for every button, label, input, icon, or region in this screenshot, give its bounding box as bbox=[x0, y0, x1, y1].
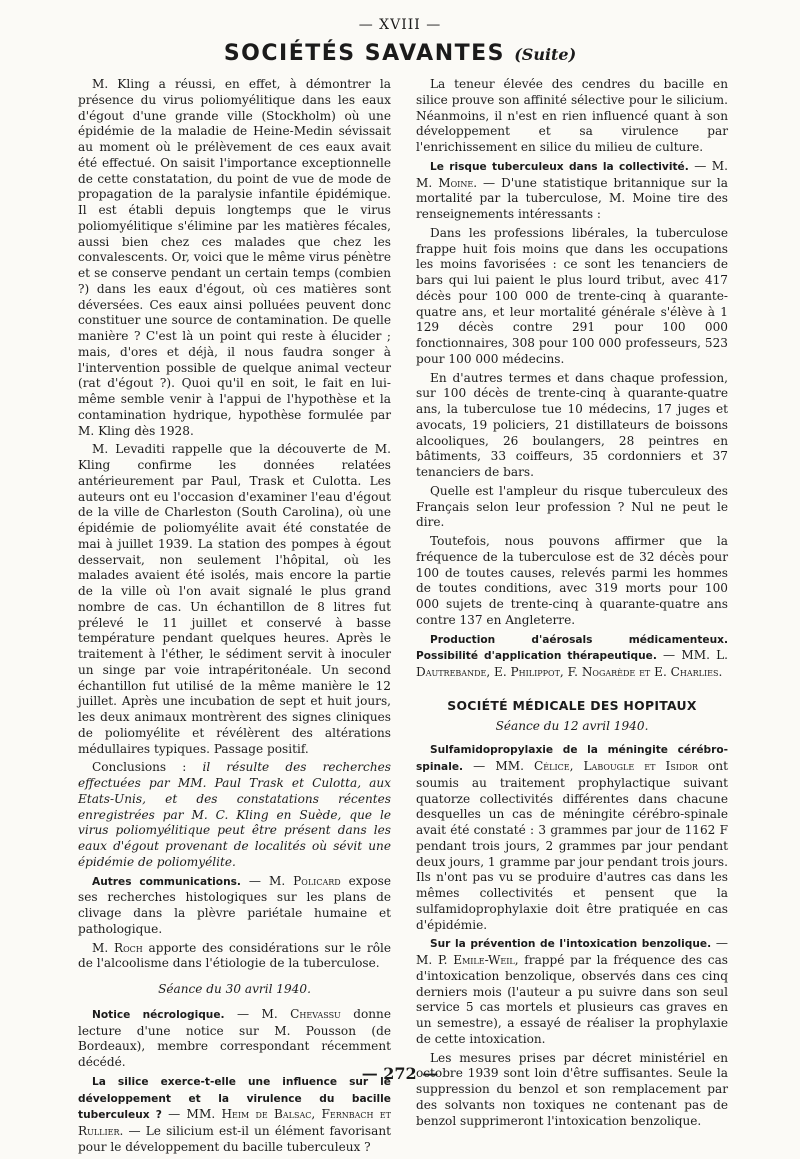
roch-pre: M. bbox=[92, 940, 115, 955]
notice-text: donne lecture d'une notice sur M. Pousson (de Bordeaux), membre correspondant récemment décédé. bbox=[78, 1006, 391, 1069]
benzolique-heading: Sur la prévention de l'intoxication benzolique. bbox=[430, 938, 712, 951]
autres-paragraph bbox=[78, 874, 391, 938]
ampleur-paragraph: Quelle est l'ampleur du risque tuberculeux des Français selon leur profession ? Nul ne peut le dire. bbox=[416, 483, 728, 530]
roch-text: apporte des considérations sur le rôle de l'alcoolisme dans l'étiologie de la tuberculose. bbox=[78, 940, 391, 971]
author-chevassu: Chevassu bbox=[290, 1006, 341, 1021]
sulfamido-paragraph bbox=[416, 742, 728, 933]
authors-heim-fernbach-rullier: Heim de Balsac, Fernbach et Rullier bbox=[78, 1107, 391, 1138]
risque-text: . — D'une statistique britannique sur la mortalité par la tuberculose, M. Moine tire des renseignements intéressants : bbox=[416, 175, 728, 221]
risque-paragraph bbox=[416, 159, 728, 223]
conclusions-text: il résulte des recherches effectuées par MM. Paul Trask et Culotta, aux Etats-Unis, et des constatations récentes enregistrées par M. C. Kling en Suède, que le virus poliomyélitique peut être présent dans les eaux d'égout provenant de localités où sévit une épidémie de poliomyélite. bbox=[78, 760, 391, 869]
aerosals-sep: — MM. bbox=[656, 648, 717, 663]
autres-termes-paragraph: En d'autres termes et dans chaque profession, sur 100 décès de trente-cinq à quarante-quatre ans, la tuberculose tue 10 médecins, 17 juges et avocats, 19 policiers, 21 distillateurs de boissons alcooliques, 26 boulangers, 28 peintres en bâtiments, 33 coiffeurs, 35 cordonniers et 37 tenanciers de bars. bbox=[416, 370, 728, 479]
autres-sep: — M. bbox=[240, 873, 294, 888]
author-roch: Roch bbox=[114, 940, 143, 955]
conclusions-paragraph bbox=[78, 760, 391, 870]
roch-paragraph bbox=[78, 941, 391, 973]
benzolique-paragraph bbox=[416, 936, 728, 1047]
silice-continued-paragraph: La teneur élevée des cendres du bacille en silice prouve son affinité sélective pour le silicium. Néanmoins, il n'est en rien influencé quant à son développement et sa virulence par l'enrichissement en silice du milieu de culture. bbox=[416, 77, 728, 154]
page-title bbox=[0, 41, 800, 66]
mesures-paragraph: Les mesures prises par décret ministériel en octobre 1939 sont loin d'être suffisantes. Seule la suppression du benzol et son remplacement par des solvants non toxiques ne contenant pas de benzol supprimeront l'intoxication benzolique. bbox=[416, 1050, 728, 1128]
sulfamido-sep: — MM. bbox=[463, 759, 535, 773]
autres-heading: Autres communications. bbox=[92, 875, 241, 888]
risque-heading: Le risque tuberculeux dans la collectivité. bbox=[430, 160, 689, 173]
notice-heading: Notice nécrologique. bbox=[92, 1008, 225, 1021]
right-column bbox=[416, 77, 728, 1132]
aerosals-heading: Production d'aérosals médicamenteux. Possibilité d'application thérapeutique. bbox=[416, 633, 728, 663]
title-text: SOCIÉTÉS SAVANTES bbox=[223, 41, 506, 66]
kling-paragraph: M. Kling a réussi, en effet, à démontrer la présence du virus poliomyélitique dans les eaux d'égout d'une grande ville (Stockholm) où une épidémie de la maladie de Heine-Medin sévissait au moment où le prélèvement de ces eaux avait été effectué. On saisit l'importance exceptionnelle de cette constatation, du point de vue de mode de propagation de la paralysie infantile épidémique. Il est établi depuis longtemps que le virus poliomyélitique s'élimine par les matières fécales, aussi bien chez ces malades que chez les convalescents. Or, voici que le même virus pénètre et se conserve pendant un certain temps (combien ?) dans les eaux d'égout, où ces matières sont déversées. Ces eaux ainsi polluées peuvent donc constituer une source de contamination. De quelle manière ? C'est là un point qui reste à élucider ; mais, d'ores et déjà, il nous faudra songer à l'intervention possible de quelque animal vecteur (rat d'égout ?). Quoi qu'il en soit, le fait en lui-même semble venir à l'appui de l'hypothèse et la contamination hydrique, hypothèse formulée par M. Kling dès 1928. bbox=[78, 77, 391, 438]
silice-text: . — Le silicium est-il un élément favorisant pour le développement du bacille tuberculeux ? bbox=[78, 1124, 391, 1154]
toutefois-paragraph: Toutefois, nous pouvons affirmer que la fréquence de la tuberculose est de 32 décès pour 100 de toutes causes, relevés parmi les hommes de toutes conditions, avec 319 morts pour 100 000 sujets de trente-cinq à quarante-quatre ans contre 137 en Angleterre. bbox=[416, 534, 728, 627]
page-number: — 272 — bbox=[361, 1064, 439, 1083]
aerosals-paragraph bbox=[416, 632, 728, 681]
seance-30-avril: Séance du 30 avril 1940. bbox=[158, 982, 311, 996]
autres-text: expose ses recherches histologiques sur les plans de clivage dans la plèvre pariétale humaine et pathologique. bbox=[78, 873, 391, 936]
aerosals-end: . bbox=[718, 665, 723, 679]
levaditi-paragraph: M. Levaditi rappelle que la découverte de M. Kling confirme les données relatées antérieurement par Paul, Trask et Culotta. Les auteurs ont eu l'occasion d'examiner l'eau d'égout de la ville de Charleston (South Carolina), où une épidémie de poliomyélite avait été constatée de mai à juillet 1939. La station des pompes à égout desservait, non seulement l'hôpital, où les malades avaient été isolés, mais encore la partie de la ville où l'on avait signalé le plus grand nombre de cas. Un échantillon de 8 litres fut prélevé le 11 juillet et conservé à basse température pendant quelques heures. Après le traitement à l'éther, le sédiment servit à inoculer un singe par voie intrapéritonéale. Un second échantillon fut utilisé de la même manière le 12 juillet. Après une incubation de sept et huit jours, les deux animaux montrèrent des signes cliniques de poliomyélite et révélèrent des altérations médullaires typiques. Passage positif. bbox=[78, 442, 391, 756]
sulfamido-text: ont soumis au traitement prophylactique suivant quatorze collectivités différentes dans chacune desquelles un cas de méningite cérébro-spinale avait été constaté : 3 grammes par jour de 1162 F pendant trois jours, 2 grammes par jour pendant deux jours, 1 gramme par jour pendant trois jours. Ils n'ont pas vu se produire d'autres cas dans les mêmes collectivités et pensent que la sulfamidoprophylaxie doit être pratiquée en cas d'épidémie. bbox=[416, 759, 728, 932]
left-column bbox=[78, 77, 391, 1159]
silice-sep: — MM. bbox=[161, 1107, 222, 1122]
sulfamido-heading: Sulfamidopropylaxie de la méningite cérébro-spinale. bbox=[416, 744, 728, 773]
authors-celice: Célice, Labougle et Isidor bbox=[534, 759, 698, 773]
benzolique-text: , frappé par la fréquence des cas d'intoxication benzolique, observés dans ces cinq derniers mois (l'auteur a pu suivre dans son seul service 5 cas mortels et plusieurs cas graves en un semestre), a essayé de réaliser la prophylaxie de cette intoxication. bbox=[416, 953, 728, 1046]
authors-dautrebande: L. Dautrebande, E. Philippot, F. Nogarède et E. Charlies bbox=[416, 648, 728, 679]
title-suffix: (Suite) bbox=[514, 45, 577, 64]
silice-paragraph bbox=[78, 1074, 391, 1156]
seance-12-avril: Séance du 12 avril 1940. bbox=[495, 718, 649, 733]
author-moine: Moine bbox=[438, 175, 474, 190]
risque-sep: — M. M. bbox=[416, 158, 728, 190]
notice-sep: — M. bbox=[224, 1006, 291, 1021]
benzolique-sep: — M. P. bbox=[416, 936, 728, 967]
roman-folio: — XVIII — bbox=[358, 17, 442, 33]
silice-heading: La silice exerce-t-elle une influence sur le développement et la virulence du bacille tuberculeux ? bbox=[78, 1075, 391, 1122]
author-policard: Policard bbox=[293, 873, 341, 888]
professions-paragraph: Dans les professions libérales, la tuberculose frappe huit fois moins que dans les occupations les moins favorisées : ce sont les tenanciers de bars qui lui paient le plus lourd tribut, avec 417 décès pour 100 000 de trente-cinq à quarante-quatre ans, et leur mortalité générale s'élève à 1 129 décès contre 291 pour 100 000 fonctionnaires, 308 pour 100 000 professeurs, 523 pour 100 000 médecins. bbox=[416, 225, 728, 366]
notice-paragraph bbox=[78, 1007, 391, 1071]
author-emile-weil: Emile-Weil bbox=[453, 953, 515, 967]
section-heading-hopitaux: SOCIÉTÉ MÉDICALE DES HOPITAUX bbox=[447, 697, 697, 713]
conclusions-label: Conclusions : bbox=[92, 760, 187, 775]
